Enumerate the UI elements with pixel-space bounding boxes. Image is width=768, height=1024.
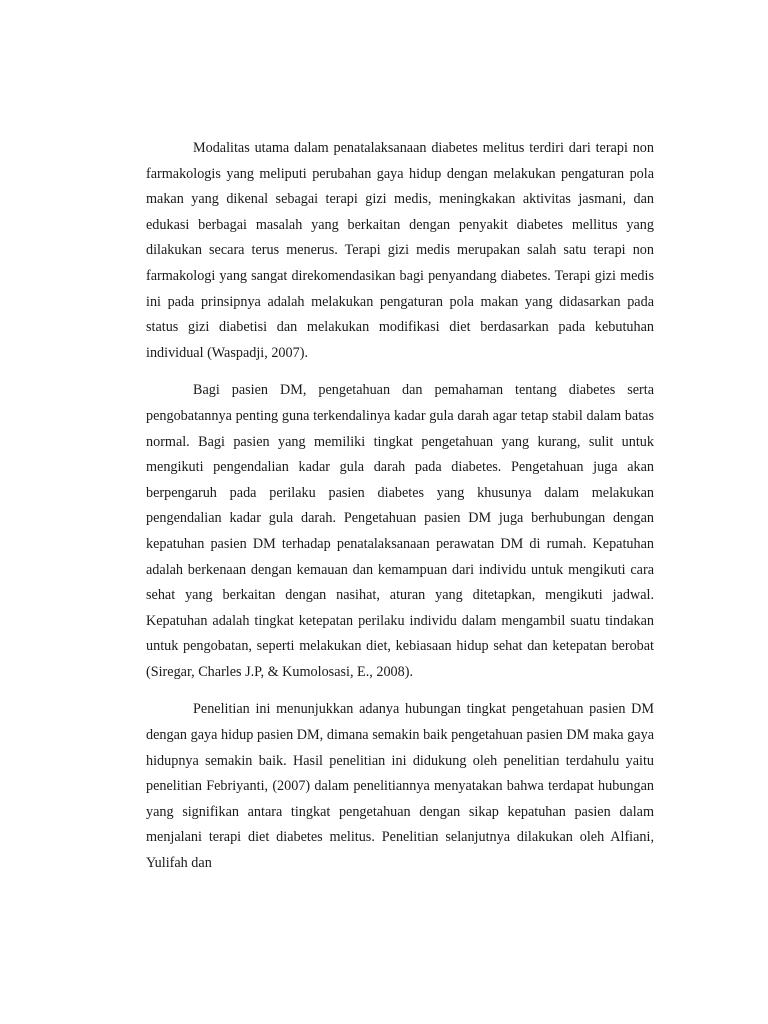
paragraph-modalitas: Modalitas utama dalam penatalaksanaan diabetes melitus terdiri dari terapi non farmakologis yang meliputi perubahan gaya hidup dengan melakukan pengaturan pola makan yang dikenal sebagai terapi gizi medis, meningkakan aktivitas jasmani, dan edukasi berbagai masalah yang berkaitan dengan penyakit diabetes mellitus yang dilakukan secara terus menerus. Terapi gizi medis merupakan salah satu terapi non farmakologi yang sangat direkomendasikan bagi penyandang diabetes. Terapi gizi medis ini pada prinsipnya adalah melakukan pengaturan pola makan yang didasarkan pada status gizi diabetisi dan melakukan modifikasi diet berdasarkan pada kebutuhan individual (Waspadji, 2007). xyxy=(146,140,654,361)
document-body xyxy=(146,136,654,889)
paragraph-pengetahuan: Bagi pasien DM, pengetahuan dan pemahaman tentang diabetes serta pengobatannya penting guna terkendalinya kadar gula darah agar tetap stabil dalam batas normal. Bagi pasien yang memiliki tingkat pengetahuan yang kurang, sulit untuk mengikuti pengendalian kadar gula darah pada diabetes. Pengetahuan juga akan berpengaruh pada perilaku pasien diabetes yang khusunya dalam melakukan pengendalian kadar gula darah. Pengetahuan pasien DM juga berhubungan dengan kepatuhan pasien DM terhadap penatalaksanaan perawatan DM di rumah. Kepatuhan adalah berkenaan dengan kemauan dan kemampuan dari individu untuk mengikuti cara sehat yang berkaitan dengan nasihat, aturan yang ditetapkan, mengikuti jadwal. Kepatuhan adalah tingkat ketepatan perilaku individu dalam mengambil suatu tindakan untuk pengobatan, seperti melakukan diet, kebiasaan hidup sehat dan ketepatan berobat (Siregar, Charles J.P, & Kumolosasi, E., 2008). xyxy=(146,382,654,680)
paragraph-penelitian: Penelitian ini menunjukkan adanya hubungan tingkat pengetahuan pasien DM dengan gaya hidup pasien DM, dimana semakin baik pengetahuan pasien DM maka gaya hidupnya semakin baik. Hasil penelitian ini didukung oleh penelitian terdahulu yaitu penelitian Febriyanti, (2007) dalam penelitiannya menyatakan bahwa terdapat hubungan yang signifikan antara tingkat pengetahuan dengan sikap kepatuhan pasien dalam menjalani terapi diet diabetes melitus. Penelitian selanjutnya dilakukan oleh Alfiani, Yulifah dan xyxy=(146,701,654,872)
